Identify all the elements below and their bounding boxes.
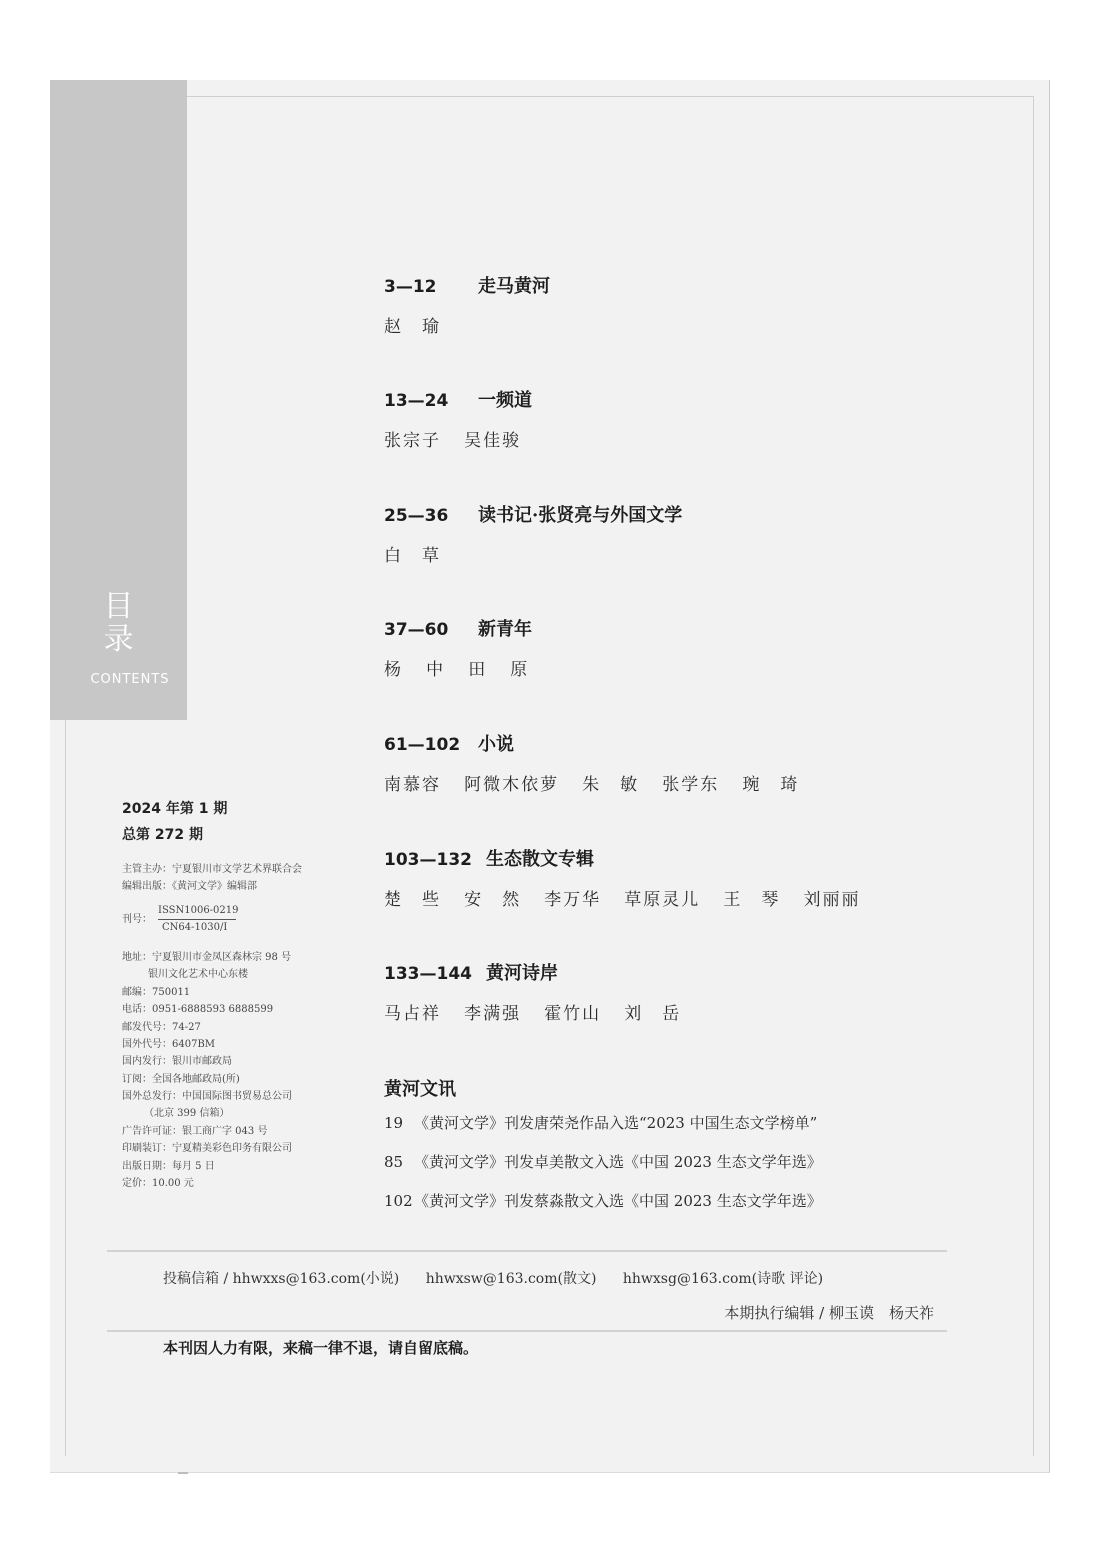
issue-total-number: 总第 272 期 — [122, 827, 203, 843]
toc-entry[interactable] — [384, 959, 944, 1024]
toc-page-range: 3—12 — [384, 277, 437, 297]
toc-author: 白 草 — [384, 546, 441, 566]
toc-page-range: 103—132 — [384, 850, 472, 870]
colophon-address: 地址：宁夏银川市金凤区森林宗 98 号 — [122, 952, 292, 963]
colophon-postcode: 邮编：750011 — [122, 987, 191, 998]
colophon-ad-license: 广告许可证：银工商广字 043 号 — [122, 1126, 268, 1137]
contents-title-char-2: 录 — [103, 622, 134, 657]
colophon-overseas-distribution-2: （北京 399 信箱） — [144, 1108, 230, 1119]
contents-title-char-1: 目 — [103, 589, 134, 624]
toc-author: 赵 瑜 — [384, 317, 441, 337]
news-text: 《黄河文学》刊发蔡淼散文入选《中国 2023 生态文学年选》 — [414, 1192, 822, 1210]
page-border-top — [65, 96, 1033, 97]
toc-author: 马占祥 — [384, 1004, 441, 1024]
toc-author: 朱 敏 — [582, 775, 640, 795]
toc-page-range: 25—36 — [384, 506, 449, 526]
submission-email-poetry[interactable]: hhwxsg@163.com(诗歌 评论) — [622, 1271, 824, 1287]
issue-number: 2024 年第 1 期 — [122, 801, 228, 817]
toc-author: 中 — [426, 660, 446, 680]
toc-section-title: 黄河诗岸 — [485, 963, 558, 984]
colophon-foreign-code: 国外代号：6407BM — [122, 1039, 216, 1050]
toc-entry[interactable] — [384, 615, 944, 680]
toc-author: 王 琴 — [723, 890, 781, 910]
colophon-publisher: 编辑出版：《黄河文学》编辑部 — [122, 881, 257, 892]
toc-author: 刘 岳 — [624, 1004, 682, 1024]
toc-section-title: 读书记·张贤亮与外国文学 — [478, 505, 683, 526]
toc-author: 李满强 — [464, 1004, 522, 1024]
toc-author: 张学东 — [662, 775, 720, 795]
toc-page-range: 133—144 — [384, 964, 472, 984]
toc-author: 阿微木依萝 — [464, 775, 560, 795]
colophon-sponsor: 主管主办：宁夏银川市文学艺术界联合会 — [122, 864, 302, 875]
submission-notice: 本刊因人力有限，来稿一律不退，请自留底稿。 — [163, 1339, 479, 1357]
colophon-printer: 印刷装订：宁夏精美彩色印务有限公司 — [122, 1143, 292, 1154]
colophon-postal-code: 邮发代号：74-27 — [122, 1022, 201, 1033]
issue-info — [122, 796, 227, 848]
colophon-domestic-distribution: 国内发行：银川市邮政局 — [122, 1056, 232, 1067]
toc-section-title: 走马黄河 — [478, 276, 550, 297]
news-item[interactable] — [384, 1151, 822, 1172]
colophon-price: 定价：10.00 元 — [122, 1178, 194, 1189]
submission-email-fiction[interactable]: 投稿信箱 / hhwxxs@163.com(小说) — [163, 1271, 400, 1287]
colophon-issn: ISSN1006-0219 — [158, 905, 239, 916]
toc-entry[interactable] — [384, 730, 944, 795]
footer-divider-top — [107, 1250, 947, 1252]
colophon-address-2: 银川文化艺术中心东楼 — [148, 969, 248, 980]
colophon-publish-date: 出版日期：每月 5 日 — [122, 1161, 215, 1172]
toc-author: 刘丽丽 — [803, 890, 861, 910]
news-page-number: 85 — [384, 1153, 404, 1171]
news-heading: 黄河文讯 — [384, 1079, 456, 1100]
submission-email-prose[interactable]: hhwxsw@163.com(散文) — [425, 1271, 597, 1287]
news-text: 《黄河文学》刊发唐荣尧作品入选“2023 中国生态文学榜单” — [414, 1114, 818, 1132]
toc-section-title: 新青年 — [478, 619, 532, 640]
toc-author: 原 — [510, 660, 530, 680]
colophon-cn: CN64-1030/I — [162, 922, 228, 933]
toc-author: 安 然 — [464, 890, 522, 910]
news-item[interactable] — [384, 1112, 817, 1133]
colophon-overseas-distribution: 国外总发行：中国国际图书贸易总公司 — [122, 1091, 292, 1102]
toc-page-range: 37—60 — [384, 620, 449, 640]
toc-author: 田 — [468, 660, 488, 680]
colophon-issn-divider — [158, 919, 236, 920]
footer-divider-bottom — [107, 1330, 947, 1332]
toc-entry[interactable] — [384, 386, 944, 451]
toc-page-range: 13—24 — [384, 391, 449, 411]
colophon-subscription: 订阅：全国各地邮政局(所) — [122, 1074, 240, 1085]
news-page-number: 19 — [384, 1114, 404, 1132]
toc-author: 杨 — [384, 660, 403, 680]
toc-section-title: 一频道 — [478, 390, 532, 411]
contents-title — [50, 590, 187, 656]
toc-entry[interactable] — [384, 272, 944, 337]
colophon-issn-label: 刊号： — [122, 914, 152, 925]
news-page-number: 102 — [384, 1192, 413, 1210]
toc-author: 南慕容 — [384, 775, 441, 795]
toc-section-title: 小说 — [478, 734, 514, 755]
toc-author: 楚 些 — [384, 890, 441, 910]
toc-entry[interactable] — [384, 501, 944, 566]
toc-section-title: 生态散文专辑 — [485, 849, 594, 870]
toc-author: 李万华 — [544, 890, 602, 910]
page-mark — [178, 1472, 188, 1474]
news-text: 《黄河文学》刊发卓美散文入选《中国 2023 生态文学年选》 — [414, 1153, 822, 1171]
submission-emails — [163, 1268, 845, 1288]
toc-author: 吴佳骏 — [464, 431, 522, 451]
contents-subtitle: CONTENTS — [90, 672, 170, 687]
toc-author: 霍竹山 — [544, 1004, 602, 1024]
colophon-phone: 电话：0951-6888593 6888599 — [122, 1004, 274, 1015]
toc-author: 琬 琦 — [742, 775, 800, 795]
news-item[interactable] — [384, 1190, 822, 1211]
toc-author: 草原灵儿 — [624, 890, 701, 910]
page-border-right — [1033, 96, 1034, 1456]
toc-page-range: 61—102 — [384, 735, 461, 755]
toc-author: 张宗子 — [384, 431, 441, 451]
toc-entry[interactable] — [384, 845, 944, 910]
executive-editors: 本期执行编辑 / 柳玉谟 杨天祚 — [724, 1304, 934, 1322]
